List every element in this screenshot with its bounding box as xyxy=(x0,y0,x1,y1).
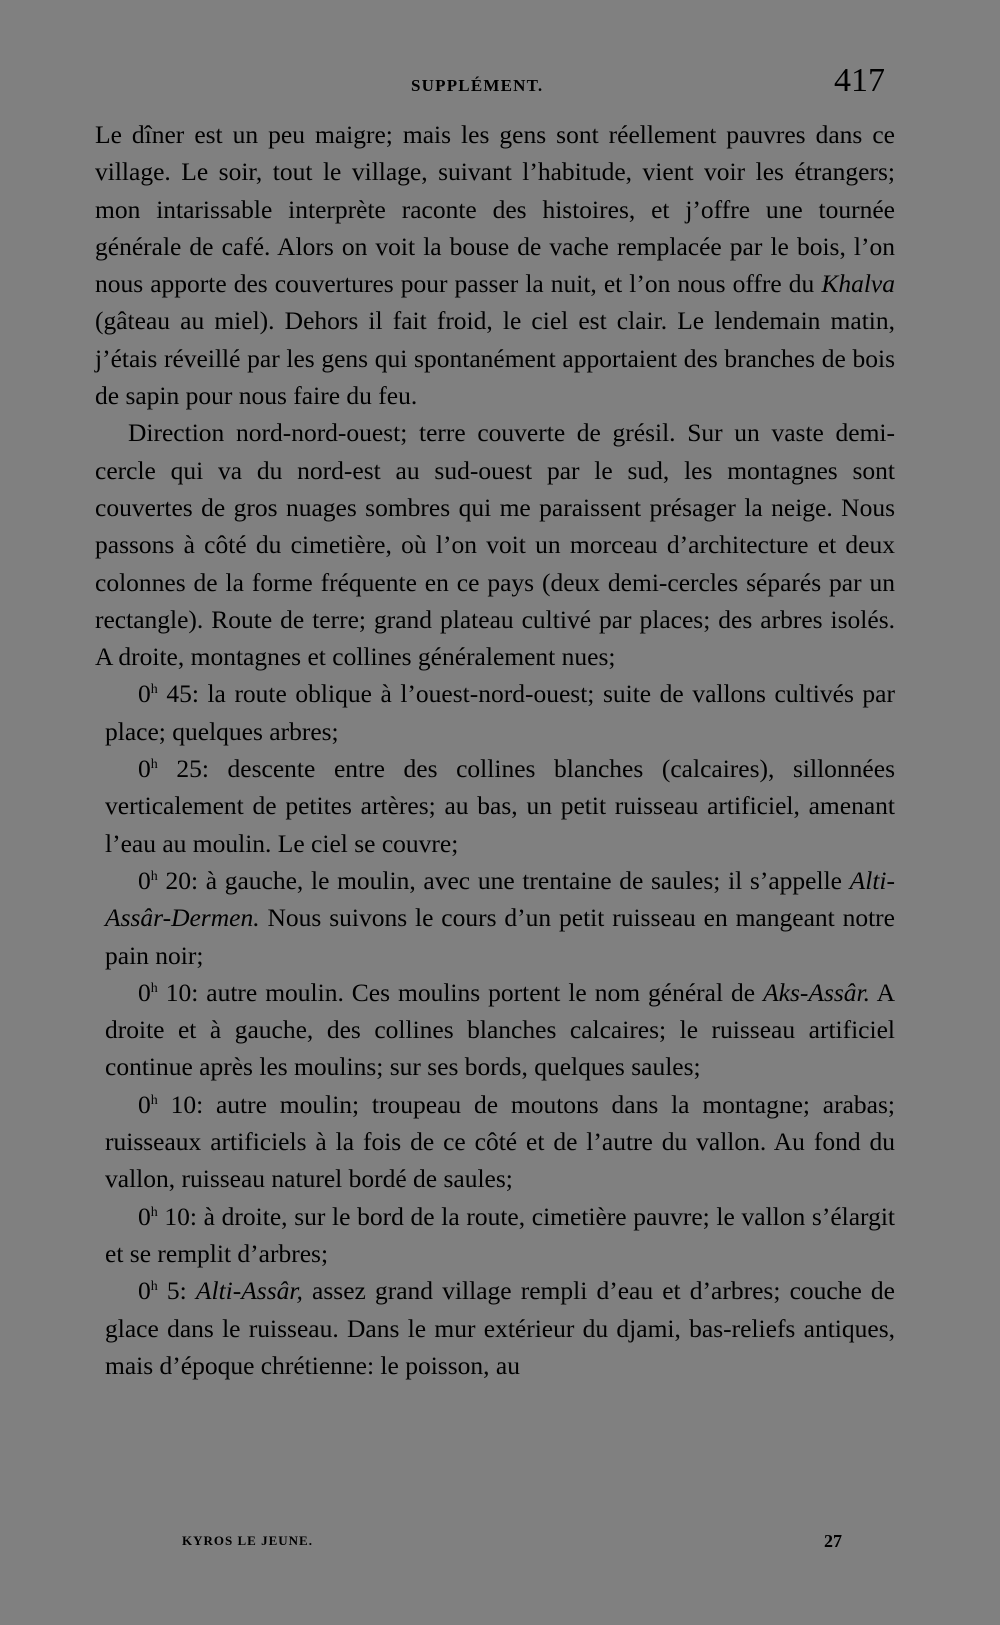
hour-superscript: h xyxy=(150,1092,158,1108)
text-segment: 0 xyxy=(138,1089,151,1119)
text-segment: (gâteau au miel). Dehors il fait froid, le ciel est clair. Le lendemain matin, j’étais réveillé par les gens qui spontanément apportaient des branches de bois de sapin pour nous faire du feu. xyxy=(95,306,895,411)
itinerary-entry xyxy=(95,974,895,1086)
text-segment: A droite et à gauche, des collines blanches calcaires; le ruisseau artificiel continue après les moulins; sur ses bords, quelques saules; xyxy=(105,977,896,1082)
text-segment: Nous suivons le cours d’un petit ruisseau en mangeant notre pain noir; xyxy=(105,903,895,970)
hour-superscript: h xyxy=(150,1204,158,1220)
text-segment: 45: la route oblique à l’ouest-nord-ouest; suite de vallons cultivés par place; quelques arbres; xyxy=(105,679,895,746)
hour-superscript: h xyxy=(150,980,158,996)
text-segment: Le dîner est un peu maigre; mais les gens sont réellement pauvres dans ce village. Le soir, tout le village, suivant l’habitude, vient voir les étrangers; mon intarissable interprète raconte des histoires, et j’offre une tournée générale de café. Alors on voit la bouse de vache remplacée par le bois, l’on nous apporte des couvertures pour passer la nuit, et l’on nous offre du xyxy=(95,120,895,299)
hour-superscript: h xyxy=(150,1279,158,1295)
printer-signature: KYROS LE JEUNE. xyxy=(182,1533,313,1548)
text-segment: 0 xyxy=(138,1201,151,1231)
text-segment: 0 xyxy=(138,977,151,1007)
signature-number: 27 xyxy=(824,1531,842,1551)
text-segment: 0 xyxy=(138,865,151,895)
hour-superscript: h xyxy=(150,868,158,884)
text-segment: assez grand village rempli d’eau et d’arbres; couche de glace dans le ruisseau. Dans le mur extérieur du djami, bas-reliefs antiques, mais d’époque chrétienne: le poisson, au xyxy=(105,1276,895,1380)
text-segment: 10: à droite, sur le bord de la route, cimetière pauvre; le vallon s’élargit et se remplit d’arbres; xyxy=(105,1201,895,1268)
italic-place-name: Khalva xyxy=(821,269,895,299)
text-segment: 5: xyxy=(157,1276,196,1306)
running-title: SUPPLÉMENT. xyxy=(411,76,544,95)
itinerary-entry xyxy=(95,1198,895,1273)
text-segment: Direction nord-nord-ouest; terre couverte de grésil. Sur un vaste demi-cercle qui va du nord-est au sud-ouest par le sud, les montagnes sont couvertes de gros nuages sombres qui me paraissent présager la neige. Nous passons à côté du cimetière, où l’on voit un morceau d’architecture et deux colonnes de la forme fréquente en ce pays (deux demi-cercles séparés par un rectangle). Route de terre; grand plateau cultivé par places; des arbres isolés. A droite, montagnes et collines généralement nues; xyxy=(95,418,895,672)
italic-place-name: Alti-Assâr-Dermen. xyxy=(105,865,895,933)
itinerary-entry xyxy=(95,1272,895,1384)
paragraph xyxy=(95,414,895,675)
hour-superscript: h xyxy=(150,757,158,773)
italic-place-name: Aks-Assâr. xyxy=(763,977,871,1007)
itinerary-entry xyxy=(95,1086,895,1198)
text-segment: 0 xyxy=(138,679,151,709)
itinerary-entry xyxy=(95,750,895,862)
itinerary-entry xyxy=(95,675,895,750)
text-segment: 10: autre moulin. Ces moulins portent le nom général de xyxy=(157,977,764,1007)
page-number: 417 xyxy=(834,62,885,99)
page-footer xyxy=(182,1533,842,1557)
running-head xyxy=(95,62,885,108)
text-segment: 25: descente entre des collines blanches (calcaires), sillonnées verticalement de petites artères; au bas, un petit ruisseau artificiel, amenant l’eau au moulin. Le ciel se couvre; xyxy=(105,754,895,858)
itinerary-entry xyxy=(95,862,895,974)
text-segment: 20: à gauche, le moulin, avec une trentaine de saules; il s’appelle xyxy=(157,865,850,895)
paragraph xyxy=(95,116,895,414)
text-segment: 10: autre moulin; troupeau de moutons dans la montagne; arabas; ruisseaux artificiels à la fois de ce côté et de l’autre du vallon. Au fond du vallon, ruisseau naturel bordé de saules; xyxy=(105,1089,895,1194)
italic-place-name: Alti-Assâr, xyxy=(195,1276,303,1306)
text-segment: 0 xyxy=(138,754,151,784)
text-segment: 0 xyxy=(138,1276,151,1306)
hour-superscript: h xyxy=(150,682,158,698)
body-text xyxy=(95,116,895,1384)
